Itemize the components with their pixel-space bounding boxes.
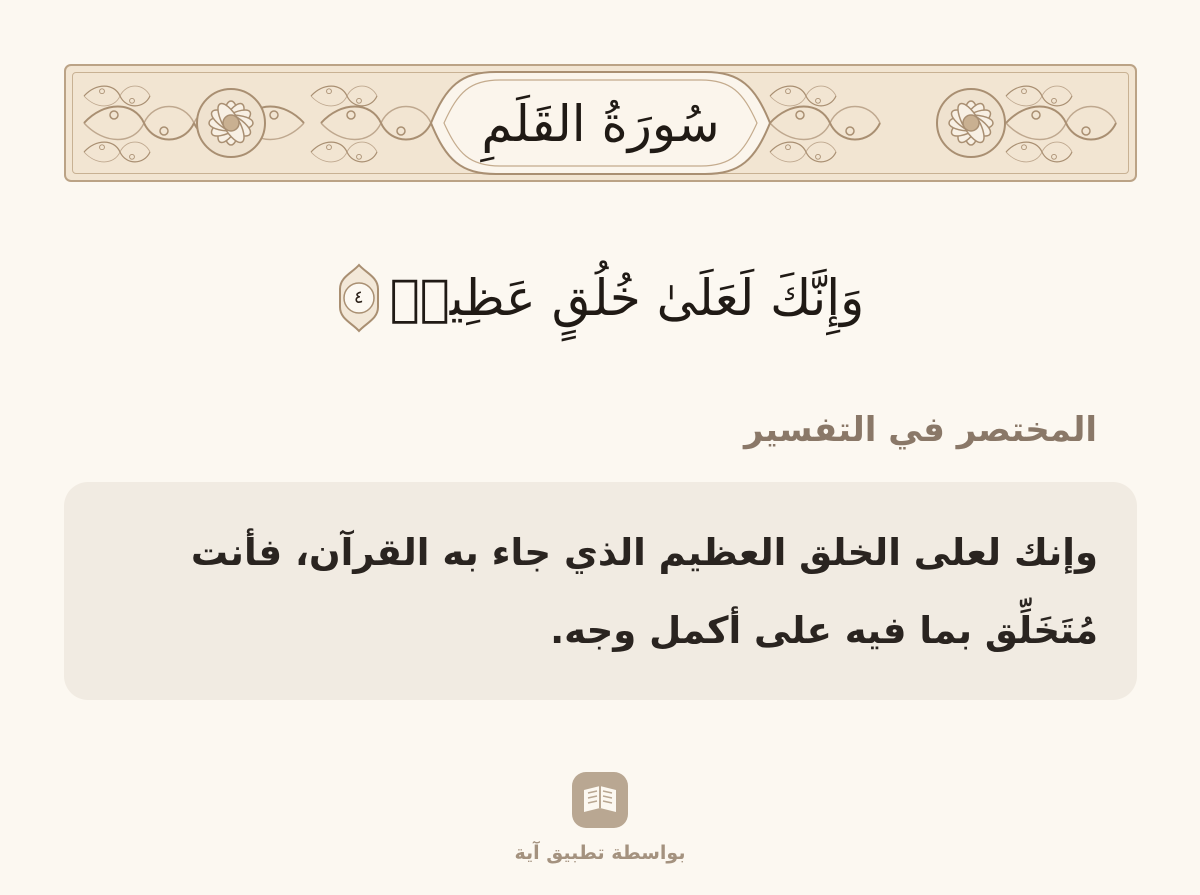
- surah-title: سُورَةُ القَلَمِ: [481, 95, 720, 153]
- ayah-end-marker-icon: [336, 263, 382, 333]
- ayah-line: [300, 248, 900, 348]
- surah-header-banner: [64, 64, 1137, 182]
- ayah-number: ٤: [353, 287, 364, 308]
- ayah-text: وَإِنَّكَ لَعَلَىٰ خُلُقٍ عَظِيمٖ: [389, 269, 865, 327]
- quran-book-icon[interactable]: [572, 772, 628, 828]
- tafsir-source-title: المختصر في التفسير: [744, 410, 1097, 450]
- floral-rosette-icon: [197, 89, 265, 157]
- tafsir-text: وإنك لعلى الخلق العظيم الذي جاء به القرآن، فأنت مُتَخَلِّق بما فيه على أكمل وجه.: [190, 531, 1098, 652]
- app-credit: بواسطة تطبيق آية: [514, 842, 686, 864]
